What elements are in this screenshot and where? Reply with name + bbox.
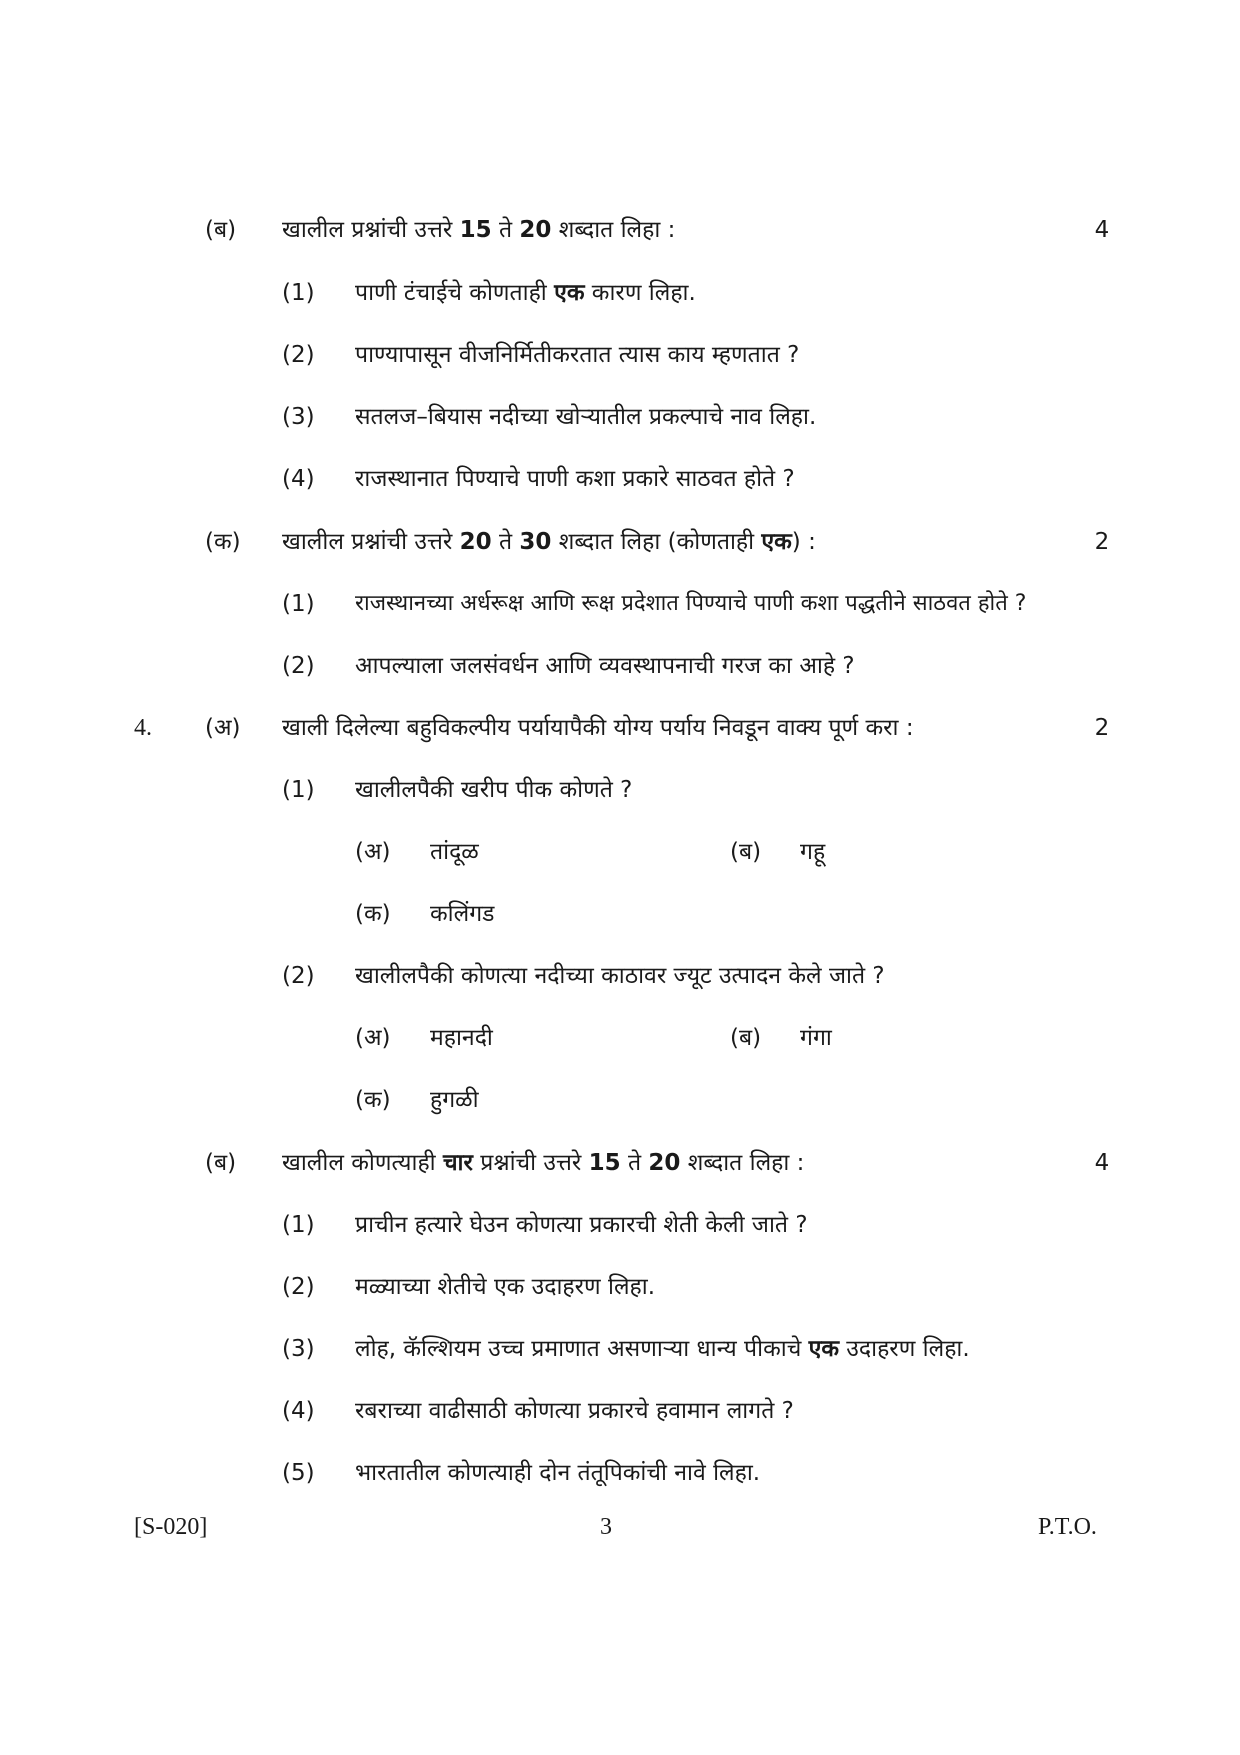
option-label: (ब) — [730, 839, 762, 865]
marks: 2 — [1094, 715, 1110, 741]
item-number: (2) — [282, 342, 315, 368]
question-item: प्राचीन हत्यारे घेउन कोणत्या प्रकारची शेती केली जाते ? — [355, 1212, 808, 1238]
question-item: मळ्याच्या शेतीचे एक उदाहरण लिहा. — [355, 1274, 656, 1300]
option-text: तांदूळ — [430, 839, 479, 865]
section-b-instruction: खालील कोणत्याही चार प्रश्नांची उत्तरे 15 ते 20 शब्दात लिहा : — [282, 1150, 805, 1176]
option-text: महानदी — [430, 1025, 493, 1051]
item-number: (3) — [282, 404, 315, 430]
item-number: (5) — [282, 1460, 315, 1486]
item-number: (1) — [282, 591, 315, 617]
item-number: (4) — [282, 466, 315, 492]
option-label: (अ) — [355, 839, 391, 865]
item-number: (3) — [282, 1336, 315, 1362]
question-item: भारतातील कोणत्याही दोन तंतूपिकांची नावे लिहा. — [355, 1460, 761, 1486]
question-item: रबराच्या वाढीसाठी कोणत्या प्रकारचे हवामान लागते ? — [355, 1398, 794, 1424]
item-number: (1) — [282, 1212, 315, 1238]
option-text: गहू — [800, 839, 826, 865]
option-label: (अ) — [355, 1025, 391, 1051]
pto-label: P.T.O. — [1038, 1514, 1097, 1540]
option-label: (क) — [355, 901, 391, 927]
item-number: (2) — [282, 653, 315, 679]
item-number: (2) — [282, 1274, 315, 1300]
paper-code: [S-020] — [134, 1514, 208, 1540]
marks: 4 — [1094, 1150, 1110, 1176]
question-item: खालीलपैकी कोणत्या नदीच्या काठावर ज्यूट उत्पादन केले जाते ? — [355, 963, 885, 989]
option-text: गंगा — [800, 1025, 832, 1051]
option-text: हुगळी — [430, 1087, 479, 1113]
section-label-b: (ब) — [205, 1150, 237, 1176]
page-number: 3 — [600, 1514, 612, 1540]
item-number: (1) — [282, 777, 315, 803]
question-item: पाणी टंचाईचे कोणताही एक कारण लिहा. — [355, 280, 696, 306]
question-item: राजस्थानच्या अर्धरूक्ष आणि रूक्ष प्रदेशात पिण्याचे पाणी कशा पद्धतीने साठवत होते ? — [355, 591, 1027, 616]
item-number: (2) — [282, 963, 315, 989]
question-item: लोह, कॅल्शियम उच्च प्रमाणात असणाऱ्या धान्य पीकाचे एक उदाहरण लिहा. — [355, 1336, 970, 1362]
option-label: (क) — [355, 1087, 391, 1113]
question-item: राजस्थानात पिण्याचे पाणी कशा प्रकारे साठवत होते ? — [355, 466, 795, 492]
section-a-instruction: खाली दिलेल्या बहुविकल्पीय पर्यायापैकी योग्य पर्याय निवडून वाक्य पूर्ण करा : — [282, 715, 914, 741]
item-number: (4) — [282, 1398, 315, 1424]
section-label-a: (अ) — [205, 715, 241, 741]
section-label-b: (ब) — [205, 217, 237, 243]
question-number: 4. — [134, 715, 152, 741]
question-item: पाण्यापासून वीजनिर्मितीकरतात त्यास काय म्हणतात ? — [355, 342, 800, 368]
section-b-instruction: खालील प्रश्नांची उत्तरे 15 ते 20 शब्दात लिहा : — [282, 217, 676, 243]
section-k-instruction: खालील प्रश्नांची उत्तरे 20 ते 30 शब्दात लिहा (कोणताही एक) : — [282, 529, 816, 555]
marks: 2 — [1094, 529, 1110, 555]
marks: 4 — [1094, 217, 1110, 243]
option-label: (ब) — [730, 1025, 762, 1051]
option-text: कलिंगड — [430, 901, 495, 927]
section-label-k: (क) — [205, 529, 241, 555]
question-item: सतलज–बियास नदीच्या खोऱ्यातील प्रकल्पाचे नाव लिहा. — [355, 404, 817, 430]
item-number: (1) — [282, 280, 315, 306]
question-item: खालीलपैकी खरीप पीक कोणते ? — [355, 777, 633, 803]
question-item: आपल्याला जलसंवर्धन आणि व्यवस्थापनाची गरज का आहे ? — [355, 653, 855, 679]
